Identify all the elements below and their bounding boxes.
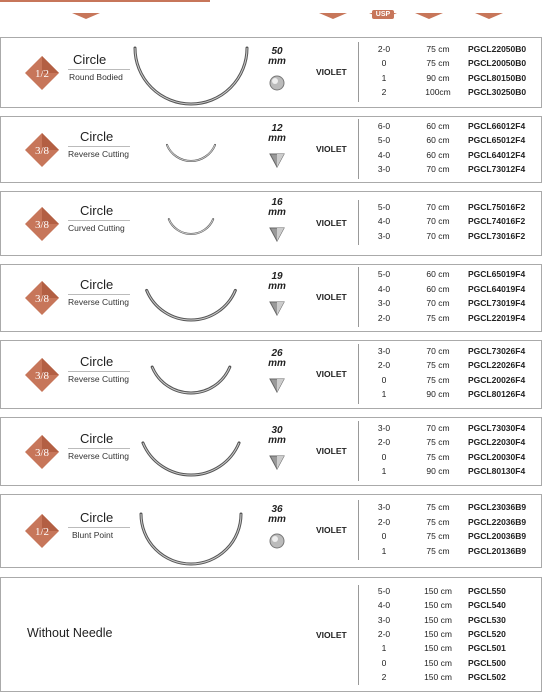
usp-size: 4-0	[377, 283, 391, 294]
product-code: PGCL74016F2	[468, 216, 526, 227]
needle-size-number: 26	[271, 347, 283, 359]
needle-size-unit: mm	[268, 514, 286, 525]
usp-size: 0	[381, 58, 387, 68]
product-code: PGCL75016F2	[468, 201, 526, 212]
product-line	[360, 531, 540, 545]
fraction-text: 3/8	[34, 293, 50, 305]
usp-header-tab: USP	[372, 10, 394, 19]
product-line	[360, 672, 540, 686]
usp-size: 3-0	[377, 614, 391, 625]
column-divider	[358, 585, 359, 685]
fraction-text: 1/2	[34, 67, 50, 80]
product-line	[360, 375, 540, 389]
suture-color: VIOLET	[316, 143, 347, 154]
needle-arc-image	[137, 512, 245, 570]
suture-length: 75 cm	[426, 502, 450, 512]
product-code: PGCL23036B9	[468, 502, 527, 512]
point-type: Reverse Cutting	[68, 148, 129, 159]
needle-size-number: 50	[271, 45, 283, 57]
needle-arc-image	[139, 270, 243, 326]
usp-size: 2-0	[377, 437, 391, 447]
usp-size: 1	[381, 545, 387, 556]
usp-size: 5-0	[377, 586, 391, 596]
column-divider	[358, 500, 359, 560]
point-type: Curved Cutting	[68, 222, 125, 233]
product-code: PGCL73030F4	[468, 422, 526, 433]
product-line	[360, 452, 540, 466]
suture-color: VIOLET	[316, 368, 347, 379]
needle-arc	[152, 367, 230, 393]
product-line	[360, 121, 540, 135]
needle-size	[262, 349, 292, 369]
product-line	[360, 466, 540, 480]
fraction-text: 1/2	[34, 526, 50, 538]
header-marker-shape	[72, 13, 100, 19]
shape-underline	[68, 146, 130, 147]
product-code: PGCL20036B9	[468, 531, 527, 541]
usp-size: 3-0	[377, 298, 391, 308]
fraction-badge	[24, 280, 60, 316]
point-type: Reverse Cutting	[68, 297, 129, 307]
needle-size	[262, 426, 292, 446]
product-line	[360, 150, 540, 164]
suture-color: VIOLET	[316, 445, 347, 456]
product-line	[360, 269, 540, 283]
product-code: PGCL73016F2	[468, 230, 526, 241]
product-code: PGCL550	[468, 586, 506, 596]
cutting-tip-icon	[269, 377, 285, 393]
usp-size: 6-0	[377, 120, 391, 131]
top-accent-line	[0, 0, 210, 2]
needle-arc-highlight	[141, 514, 241, 564]
shape-title: Circle	[80, 353, 114, 369]
suture-length: 75 cm	[426, 516, 450, 527]
usp-size: 5-0	[377, 135, 391, 145]
product-code: PGCL540	[468, 600, 506, 611]
usp-size: 0	[381, 657, 387, 668]
usp-size: 3-0	[377, 502, 391, 512]
shape-title: Circle	[80, 202, 114, 218]
without-needle-color: VIOLET	[316, 630, 347, 640]
shape-underline	[68, 527, 130, 528]
needle-size-unit: mm	[268, 206, 286, 218]
needle-size-number: 36	[271, 504, 283, 515]
suture-length: 70 cm	[426, 422, 450, 433]
needle-size	[262, 505, 292, 525]
product-code: PGCL20050B0	[468, 58, 527, 68]
column-divider	[358, 119, 359, 179]
suture-length: 60 cm	[426, 283, 450, 294]
suture-length: 75 cm	[426, 545, 450, 556]
needle-arc-image	[163, 208, 219, 240]
suture-length: 60 cm	[426, 269, 450, 279]
usp-size: 4-0	[377, 149, 391, 160]
product-line	[360, 216, 540, 230]
suture-length: 90 cm	[426, 72, 450, 83]
suture-length: 75 cm	[426, 374, 450, 385]
suture-length: 150 cm	[424, 671, 452, 682]
needle-size-number: 30	[271, 424, 283, 436]
needle-arc-highlight	[135, 48, 247, 104]
cutting-tip-icon	[269, 152, 285, 168]
product-code: PGCL65019F4	[468, 269, 526, 279]
needle-arc-highlight	[147, 290, 236, 320]
product-code: PGCL73019F4	[468, 298, 526, 308]
usp-size: 2-0	[377, 360, 391, 370]
point-type: Blunt Point	[72, 530, 114, 540]
usp-size: 4-0	[377, 600, 391, 611]
suture-length: 150 cm	[424, 600, 452, 611]
column-divider	[358, 200, 359, 246]
needle-size-unit: mm	[268, 357, 286, 369]
usp-size: 3-0	[377, 164, 391, 174]
product-line	[360, 346, 540, 360]
suture-length: 150 cm	[424, 657, 452, 668]
fraction-badge	[24, 513, 60, 549]
round-body-tip-icon	[269, 533, 285, 549]
product-line	[360, 298, 540, 312]
shape-title: Circle	[80, 128, 114, 144]
suture-color: VIOLET	[316, 66, 347, 77]
usp-size: 2-0	[377, 312, 391, 323]
point-type: Reverse Cutting	[68, 450, 129, 461]
needle-arc	[135, 48, 247, 104]
product-line	[360, 231, 540, 245]
needle-size	[262, 47, 292, 67]
product-line	[360, 517, 540, 531]
usp-size: 2-0	[377, 628, 391, 639]
suture-length: 150 cm	[424, 628, 452, 639]
cutting-tip-icon	[269, 454, 285, 470]
shape-underline	[68, 294, 130, 295]
shape-underline	[68, 371, 130, 372]
usp-size: 2-0	[377, 516, 391, 527]
shape-title: Circle	[80, 277, 114, 292]
header-marker-length	[415, 13, 443, 19]
suture-length: 75 cm	[426, 312, 450, 323]
round-body-tip-icon	[269, 75, 285, 91]
fraction-text: 3/8	[34, 446, 50, 459]
usp-size: 1	[381, 643, 387, 654]
needle-arc-image	[161, 133, 221, 167]
column-divider	[358, 421, 359, 481]
needle-size-unit: mm	[268, 434, 286, 446]
suture-length: 70 cm	[426, 201, 450, 212]
usp-size: 2	[381, 87, 387, 97]
needle-size	[262, 124, 292, 144]
needle-size-number: 16	[271, 196, 283, 208]
column-divider	[358, 344, 359, 404]
needle-arc	[147, 290, 236, 320]
fraction-badge	[24, 55, 60, 91]
product-line	[360, 423, 540, 437]
product-code: PGCL22050B0	[468, 43, 527, 54]
product-line	[360, 600, 540, 614]
suture-length: 70 cm	[426, 298, 450, 308]
suture-length: 70 cm	[426, 164, 450, 174]
suture-length: 75 cm	[426, 360, 450, 370]
needle-arc-highlight	[143, 443, 239, 475]
product-line	[360, 658, 540, 672]
suture-length: 60 cm	[426, 120, 450, 131]
product-line	[360, 87, 540, 101]
product-code: PGCL73026F4	[468, 345, 526, 356]
product-line	[360, 135, 540, 149]
product-code: PGCL73012F4	[468, 164, 526, 174]
suture-length: 150 cm	[424, 643, 452, 654]
product-code: PGCL64019F4	[468, 283, 526, 294]
product-code: PGCL501	[468, 643, 506, 654]
product-line	[360, 164, 540, 178]
suture-color: VIOLET	[316, 525, 347, 535]
usp-size: 0	[381, 374, 387, 385]
needle-arc-highlight	[152, 367, 230, 393]
product-line	[360, 615, 540, 629]
suture-color: VIOLET	[316, 217, 347, 228]
usp-size: 1	[381, 466, 387, 476]
suture-length: 60 cm	[426, 135, 450, 145]
shape-underline	[68, 448, 130, 449]
product-code: PGCL520	[468, 628, 506, 639]
product-line	[360, 629, 540, 643]
product-code: PGCL80126F4	[468, 389, 526, 399]
shape-title: Circle	[80, 510, 114, 525]
product-code: PGCL30250B0	[468, 87, 527, 97]
point-type: Round Bodied	[69, 71, 123, 82]
product-code: PGCL22019F4	[468, 312, 526, 323]
suture-length: 75 cm	[426, 451, 450, 462]
suture-length: 70 cm	[426, 345, 450, 356]
suture-length: 60 cm	[426, 149, 450, 160]
suture-length: 90 cm	[426, 466, 450, 476]
suture-length: 90 cm	[426, 389, 450, 399]
product-line	[360, 643, 540, 657]
suture-color: VIOLET	[316, 292, 347, 302]
fraction-text: 3/8	[34, 144, 50, 157]
product-line	[360, 360, 540, 374]
needle-arc-image	[131, 46, 251, 110]
usp-size: 5-0	[377, 201, 391, 212]
suture-length: 70 cm	[426, 216, 450, 227]
fraction-text: 3/8	[34, 218, 50, 231]
usp-size: 1	[381, 72, 387, 83]
shape-title: Circle	[80, 430, 114, 446]
product-line	[360, 546, 540, 560]
needle-arc	[141, 514, 241, 564]
column-divider	[358, 42, 359, 102]
suture-length: 150 cm	[424, 586, 452, 596]
product-line	[360, 389, 540, 403]
product-code: PGCL530	[468, 614, 506, 625]
product-code: PGCL20136B9	[468, 545, 527, 556]
suture-length: 150 cm	[424, 614, 452, 625]
product-line	[360, 202, 540, 216]
needle-size-number: 12	[271, 122, 283, 134]
needle-arc-highlight	[169, 219, 213, 234]
product-line	[360, 44, 540, 58]
product-line	[360, 313, 540, 327]
needle-size-unit: mm	[268, 132, 286, 144]
product-code: PGCL66012F4	[468, 120, 526, 131]
usp-size: 1	[381, 389, 387, 399]
needle-size	[262, 272, 292, 292]
without-needle-label: Without Needle	[27, 626, 113, 640]
product-code: PGCL500	[468, 657, 506, 668]
fraction-badge	[24, 206, 60, 242]
product-code: PGCL22036B9	[468, 516, 527, 527]
needle-arc-image	[135, 421, 247, 481]
fraction-badge	[24, 434, 60, 470]
header-marker-code	[475, 13, 503, 19]
product-code: PGCL22030F4	[468, 437, 526, 447]
product-code: PGCL65012F4	[468, 135, 526, 145]
needle-size-unit: mm	[268, 281, 286, 292]
product-line	[360, 586, 540, 600]
usp-size: 3-0	[377, 345, 391, 356]
needle-arc	[169, 219, 213, 234]
suture-length: 75 cm	[426, 437, 450, 447]
product-line	[360, 284, 540, 298]
cutting-tip-icon	[269, 300, 285, 316]
usp-size: 2	[381, 671, 387, 682]
needle-arc-highlight	[167, 145, 215, 161]
suture-length: 75 cm	[426, 531, 450, 541]
product-code: PGCL20026F4	[468, 374, 526, 385]
shape-underline	[68, 220, 130, 221]
shape-underline	[68, 69, 130, 70]
product-line	[360, 58, 540, 72]
needle-arc-image	[145, 349, 237, 399]
needle-size	[262, 198, 292, 218]
suture-length: 100cm	[425, 87, 451, 97]
product-code: PGCL502	[468, 671, 506, 682]
usp-size: 3-0	[377, 422, 391, 433]
point-type: Reverse Cutting	[68, 373, 129, 384]
suture-length: 75 cm	[426, 58, 450, 68]
product-code: PGCL80150B0	[468, 72, 527, 83]
shape-title: Circle	[73, 51, 107, 67]
column-divider	[358, 267, 359, 327]
product-line	[360, 502, 540, 516]
product-code: PGCL22026F4	[468, 360, 526, 370]
fraction-badge	[24, 132, 60, 168]
usp-size: 0	[381, 451, 387, 462]
usp-size: 3-0	[377, 230, 391, 241]
header-marker-color	[319, 13, 347, 19]
needle-size-unit: mm	[268, 55, 286, 67]
needle-arc	[143, 443, 239, 475]
product-code: PGCL80130F4	[468, 466, 526, 476]
product-code: PGCL20030F4	[468, 451, 526, 462]
suture-length: 70 cm	[426, 230, 450, 241]
needle-arc	[167, 145, 215, 161]
needle-size-number: 19	[271, 271, 283, 282]
fraction-badge	[24, 357, 60, 393]
cutting-tip-icon	[269, 226, 285, 242]
usp-size: 5-0	[377, 269, 391, 279]
product-line	[360, 437, 540, 451]
product-code: PGCL64012F4	[468, 149, 526, 160]
usp-size: 2-0	[377, 43, 391, 54]
fraction-text: 3/8	[34, 369, 50, 382]
suture-length: 75 cm	[426, 43, 450, 54]
usp-size: 0	[381, 531, 387, 541]
usp-size: 4-0	[377, 216, 391, 227]
product-line	[360, 73, 540, 87]
